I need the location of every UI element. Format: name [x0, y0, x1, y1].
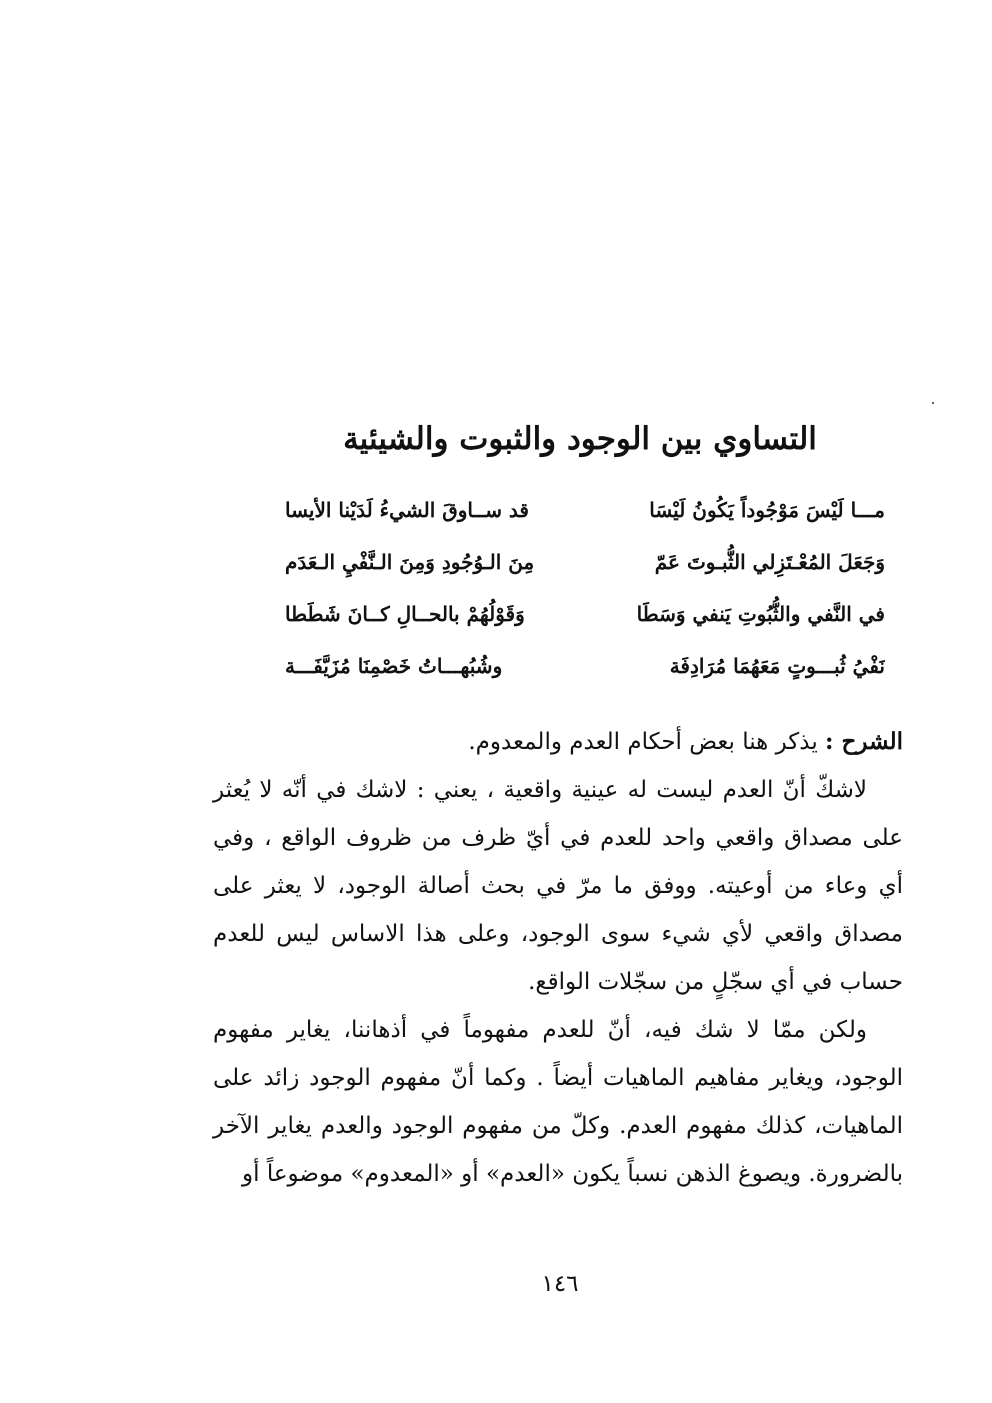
page-number: ١٤٦	[541, 1271, 579, 1297]
poem-verses	[285, 492, 885, 700]
commentary-text	[213, 718, 903, 1198]
verse-hemistich-first: وشُبُهـــاتُ خَصْمِنَا مُزَيَّفَـــة	[285, 654, 503, 678]
poem-verse	[285, 648, 885, 700]
poem-verse	[285, 596, 885, 648]
verse-hemistich-first: وَقَوْلُهُمْ بالحــالِ كــانَ شَطَطا	[285, 602, 525, 626]
verse-hemistich-first: مِنَ الـوُجُودِ وَمِنَ الـنَّفْيِ الـعَدَم	[285, 550, 535, 574]
poem-verse	[285, 544, 885, 596]
section-title: التساوي بين الوجود والثبوت والشيئية	[343, 421, 817, 457]
verse-hemistich-second: نَفْيُ ثُبـــوتٍ مَعَهُمَا مُرَادِفَة	[669, 654, 885, 678]
verse-hemistich-first: قد ســاوقَ الشيءُ لَدَيْنا الأيسا	[285, 498, 529, 522]
commentary-paragraph: ولكن ممّا لا شك فيه، أنّ للعدم مفهوماً في أذهاننا، يغاير مفهوم الوجود، ويغاير مفاهيم الماهيات أيضاً . وكما أنّ مفهوم الوجود زائد على الماهيات، كذلك مفهوم العدم. وكلّ من مفهوم الوجود والعدم يغاير الآخر بالضرورة. ويصوغ الذهن نسباً يكون «العدم» أو «المعدوم» موضوعاً أو	[213, 1017, 903, 1187]
commentary-paragraph: لاشكّ أنّ العدم ليست له عينية واقعية ، يعني : لاشك في أنّه لا يُعثر على مصداق واقعي واحد للعدم في أيّ ظرف من ظروف الواقع ، وفي أي وعاء من أوعيته. ووفق ما مرّ في بحث أصالة الوجود، لا يعثر على مصداق واقعي لأي شيء سوى الوجود، وعلى هذا الاساس ليس للعدم حساب في أي سجّلٍ من سجّلات الواقع.	[213, 777, 903, 995]
commentary-intro-text: يذكر هنا بعض أحكام العدم والمعدوم.	[468, 729, 818, 755]
verse-hemistich-second: وَجَعَلَ المُعْـتَزِلي الثُّبـوتَ عَمّ	[654, 550, 885, 574]
verse-hemistich-second: في النَّفي والثُّبُوتِ يَنفي وَسَطَا	[636, 602, 885, 626]
commentary-paragraph	[213, 718, 903, 766]
scan-mark	[932, 402, 934, 404]
poem-verse	[285, 492, 885, 544]
verse-hemistich-second: مـــا لَيْسَ مَوْجُوداً يَكُونُ لَيْسَا	[649, 498, 885, 522]
commentary-label: الشرح :	[825, 728, 903, 755]
